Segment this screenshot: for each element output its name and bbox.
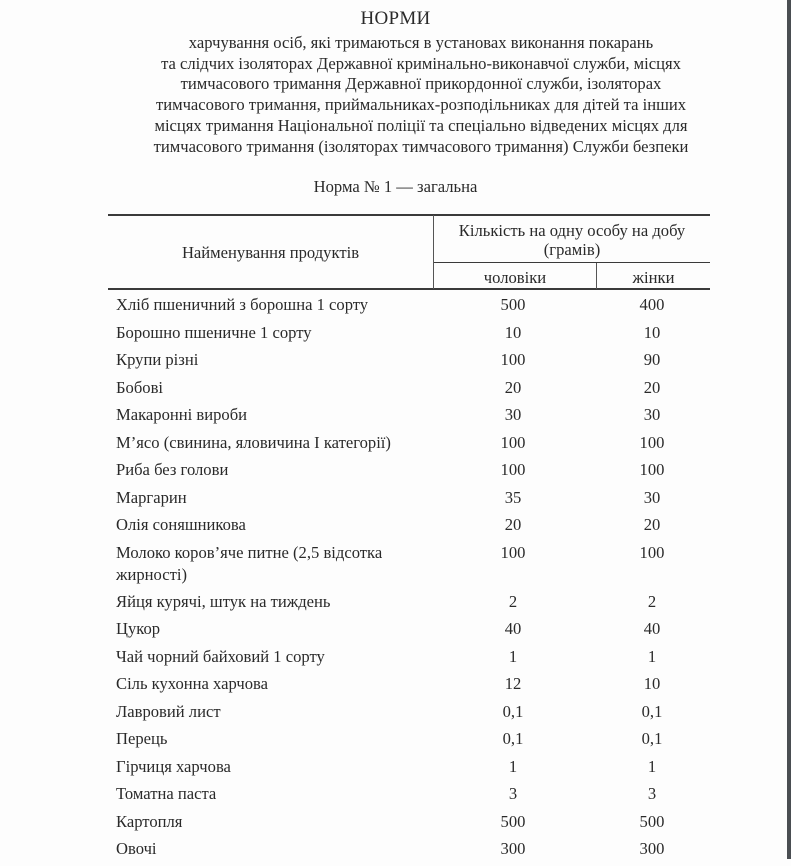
women-quantity: 30 <box>643 405 661 424</box>
header-quantity: Кількість на одну особу на добу <box>458 221 686 240</box>
women-quantity: 30 <box>643 487 661 507</box>
header-bottom-rule <box>108 288 710 290</box>
product-name: Томатна паста <box>116 784 217 803</box>
table-row <box>108 756 710 784</box>
men-quantity: 500 <box>500 295 526 314</box>
product-name: Борошно пшеничне 1 сорту <box>116 322 312 342</box>
men-quantity: 1 <box>508 646 518 666</box>
women-quantity: 1 <box>647 646 657 666</box>
header-men: чоловіки <box>483 268 547 287</box>
table-row <box>108 294 710 322</box>
page-edge-border <box>787 0 791 859</box>
women-quantity: 100 <box>639 460 665 479</box>
table-row <box>108 783 710 811</box>
table-row <box>108 487 710 515</box>
product-name: Цукор <box>116 619 161 638</box>
product-name: Макаронні вироби <box>116 405 248 424</box>
norm-title: Норма № 1 — загальна <box>313 177 478 196</box>
women-quantity: 500 <box>639 811 665 831</box>
subtitle-line: місцях тримання Національної поліції та спеціально відведених місцях для <box>154 115 688 135</box>
table-row <box>108 591 710 619</box>
table-row <box>108 838 710 866</box>
header-product: Найменування продуктів <box>181 243 360 262</box>
men-quantity: 100 <box>500 542 526 562</box>
women-quantity: 400 <box>639 295 665 314</box>
table-row <box>108 404 710 432</box>
product-name: Перець <box>116 729 168 748</box>
men-quantity: 12 <box>504 674 522 693</box>
table-row <box>108 349 710 377</box>
men-quantity: 100 <box>500 350 526 369</box>
table-row <box>108 322 710 350</box>
women-quantity: 10 <box>643 322 661 342</box>
men-quantity: 2 <box>508 591 518 611</box>
header-unit: (грамів) <box>543 240 601 259</box>
subtitle-line: тимчасового тримання, приймальниках-розподільниках для дітей та інших <box>155 95 687 115</box>
women-quantity: 20 <box>643 377 661 397</box>
product-name: Чай чорний байховий 1 сорту <box>116 646 325 666</box>
table-row <box>108 618 710 646</box>
document-subtitle <box>120 33 722 157</box>
men-quantity: 20 <box>504 515 522 534</box>
men-quantity: 1 <box>508 756 518 776</box>
table-row <box>108 701 710 729</box>
subtitle-line: та слідчих ізоляторах Державної кримінально-виконавчої служби, місцях <box>161 53 681 73</box>
product-name: Картопля <box>116 811 183 831</box>
men-quantity: 3 <box>508 784 518 803</box>
product-name: Молоко коров’яче питне (2,5 відсотка жирності) <box>116 542 383 584</box>
product-name: Маргарин <box>116 487 187 507</box>
women-quantity: 90 <box>643 350 661 369</box>
men-quantity: 20 <box>504 377 522 397</box>
table-row <box>108 459 710 487</box>
men-quantity: 40 <box>504 619 522 638</box>
product-name: Риба без голови <box>116 460 229 479</box>
product-name: Хліб пшеничний з борошна 1 сорту <box>116 295 369 314</box>
table-row <box>108 542 710 591</box>
product-name: Лавровий лист <box>116 701 221 721</box>
table-top-rule <box>108 214 710 216</box>
women-quantity: 0,1 <box>641 729 663 748</box>
men-quantity: 10 <box>504 322 522 342</box>
subtitle-line: тимчасового тримання Державної прикордонної служби, ізоляторах <box>180 74 662 94</box>
table-row <box>108 673 710 701</box>
subtitle-line: тимчасового тримання (ізоляторах тимчасового тримання) Служби безпеки <box>153 136 689 156</box>
table-row <box>108 728 710 756</box>
table-row <box>108 514 710 542</box>
women-quantity: 1 <box>647 756 657 776</box>
men-quantity: 500 <box>500 811 526 831</box>
product-name: Овочі <box>116 839 157 858</box>
women-quantity: 2 <box>647 591 657 611</box>
table-row <box>108 811 710 839</box>
subtitle-line: харчування осіб, які тримаються в установах виконання покарань <box>188 33 654 52</box>
table-row <box>108 646 710 674</box>
women-quantity: 100 <box>639 432 665 452</box>
document-title: НОРМИ <box>360 8 431 29</box>
product-name: Олія соняшникова <box>116 515 246 534</box>
men-quantity: 100 <box>500 460 526 479</box>
women-quantity: 0,1 <box>641 701 663 721</box>
men-quantity: 100 <box>500 432 526 452</box>
men-quantity: 0,1 <box>502 729 524 748</box>
table-row <box>108 432 710 460</box>
table-row <box>108 377 710 405</box>
women-quantity: 10 <box>643 674 661 693</box>
product-name: Гірчиця харчова <box>116 756 231 776</box>
men-quantity: 30 <box>504 405 522 424</box>
product-name: М’ясо (свинина, яловичина І категорії) <box>116 432 391 452</box>
product-name: Яйця курячі, штук на тиждень <box>116 591 331 611</box>
table-body <box>108 294 710 866</box>
product-name: Сіль кухонна харчова <box>116 674 268 693</box>
men-quantity: 35 <box>504 487 522 507</box>
women-quantity: 3 <box>647 784 657 803</box>
women-quantity: 100 <box>639 542 665 562</box>
women-quantity: 40 <box>643 619 661 638</box>
men-quantity: 0,1 <box>502 701 524 721</box>
men-quantity: 300 <box>500 839 526 858</box>
header-inner-rule <box>433 262 710 263</box>
header-women: жінки <box>632 268 675 287</box>
product-name: Крупи різні <box>116 350 199 369</box>
women-quantity: 300 <box>639 839 665 858</box>
product-name: Бобові <box>116 377 164 397</box>
women-quantity: 20 <box>643 515 661 534</box>
